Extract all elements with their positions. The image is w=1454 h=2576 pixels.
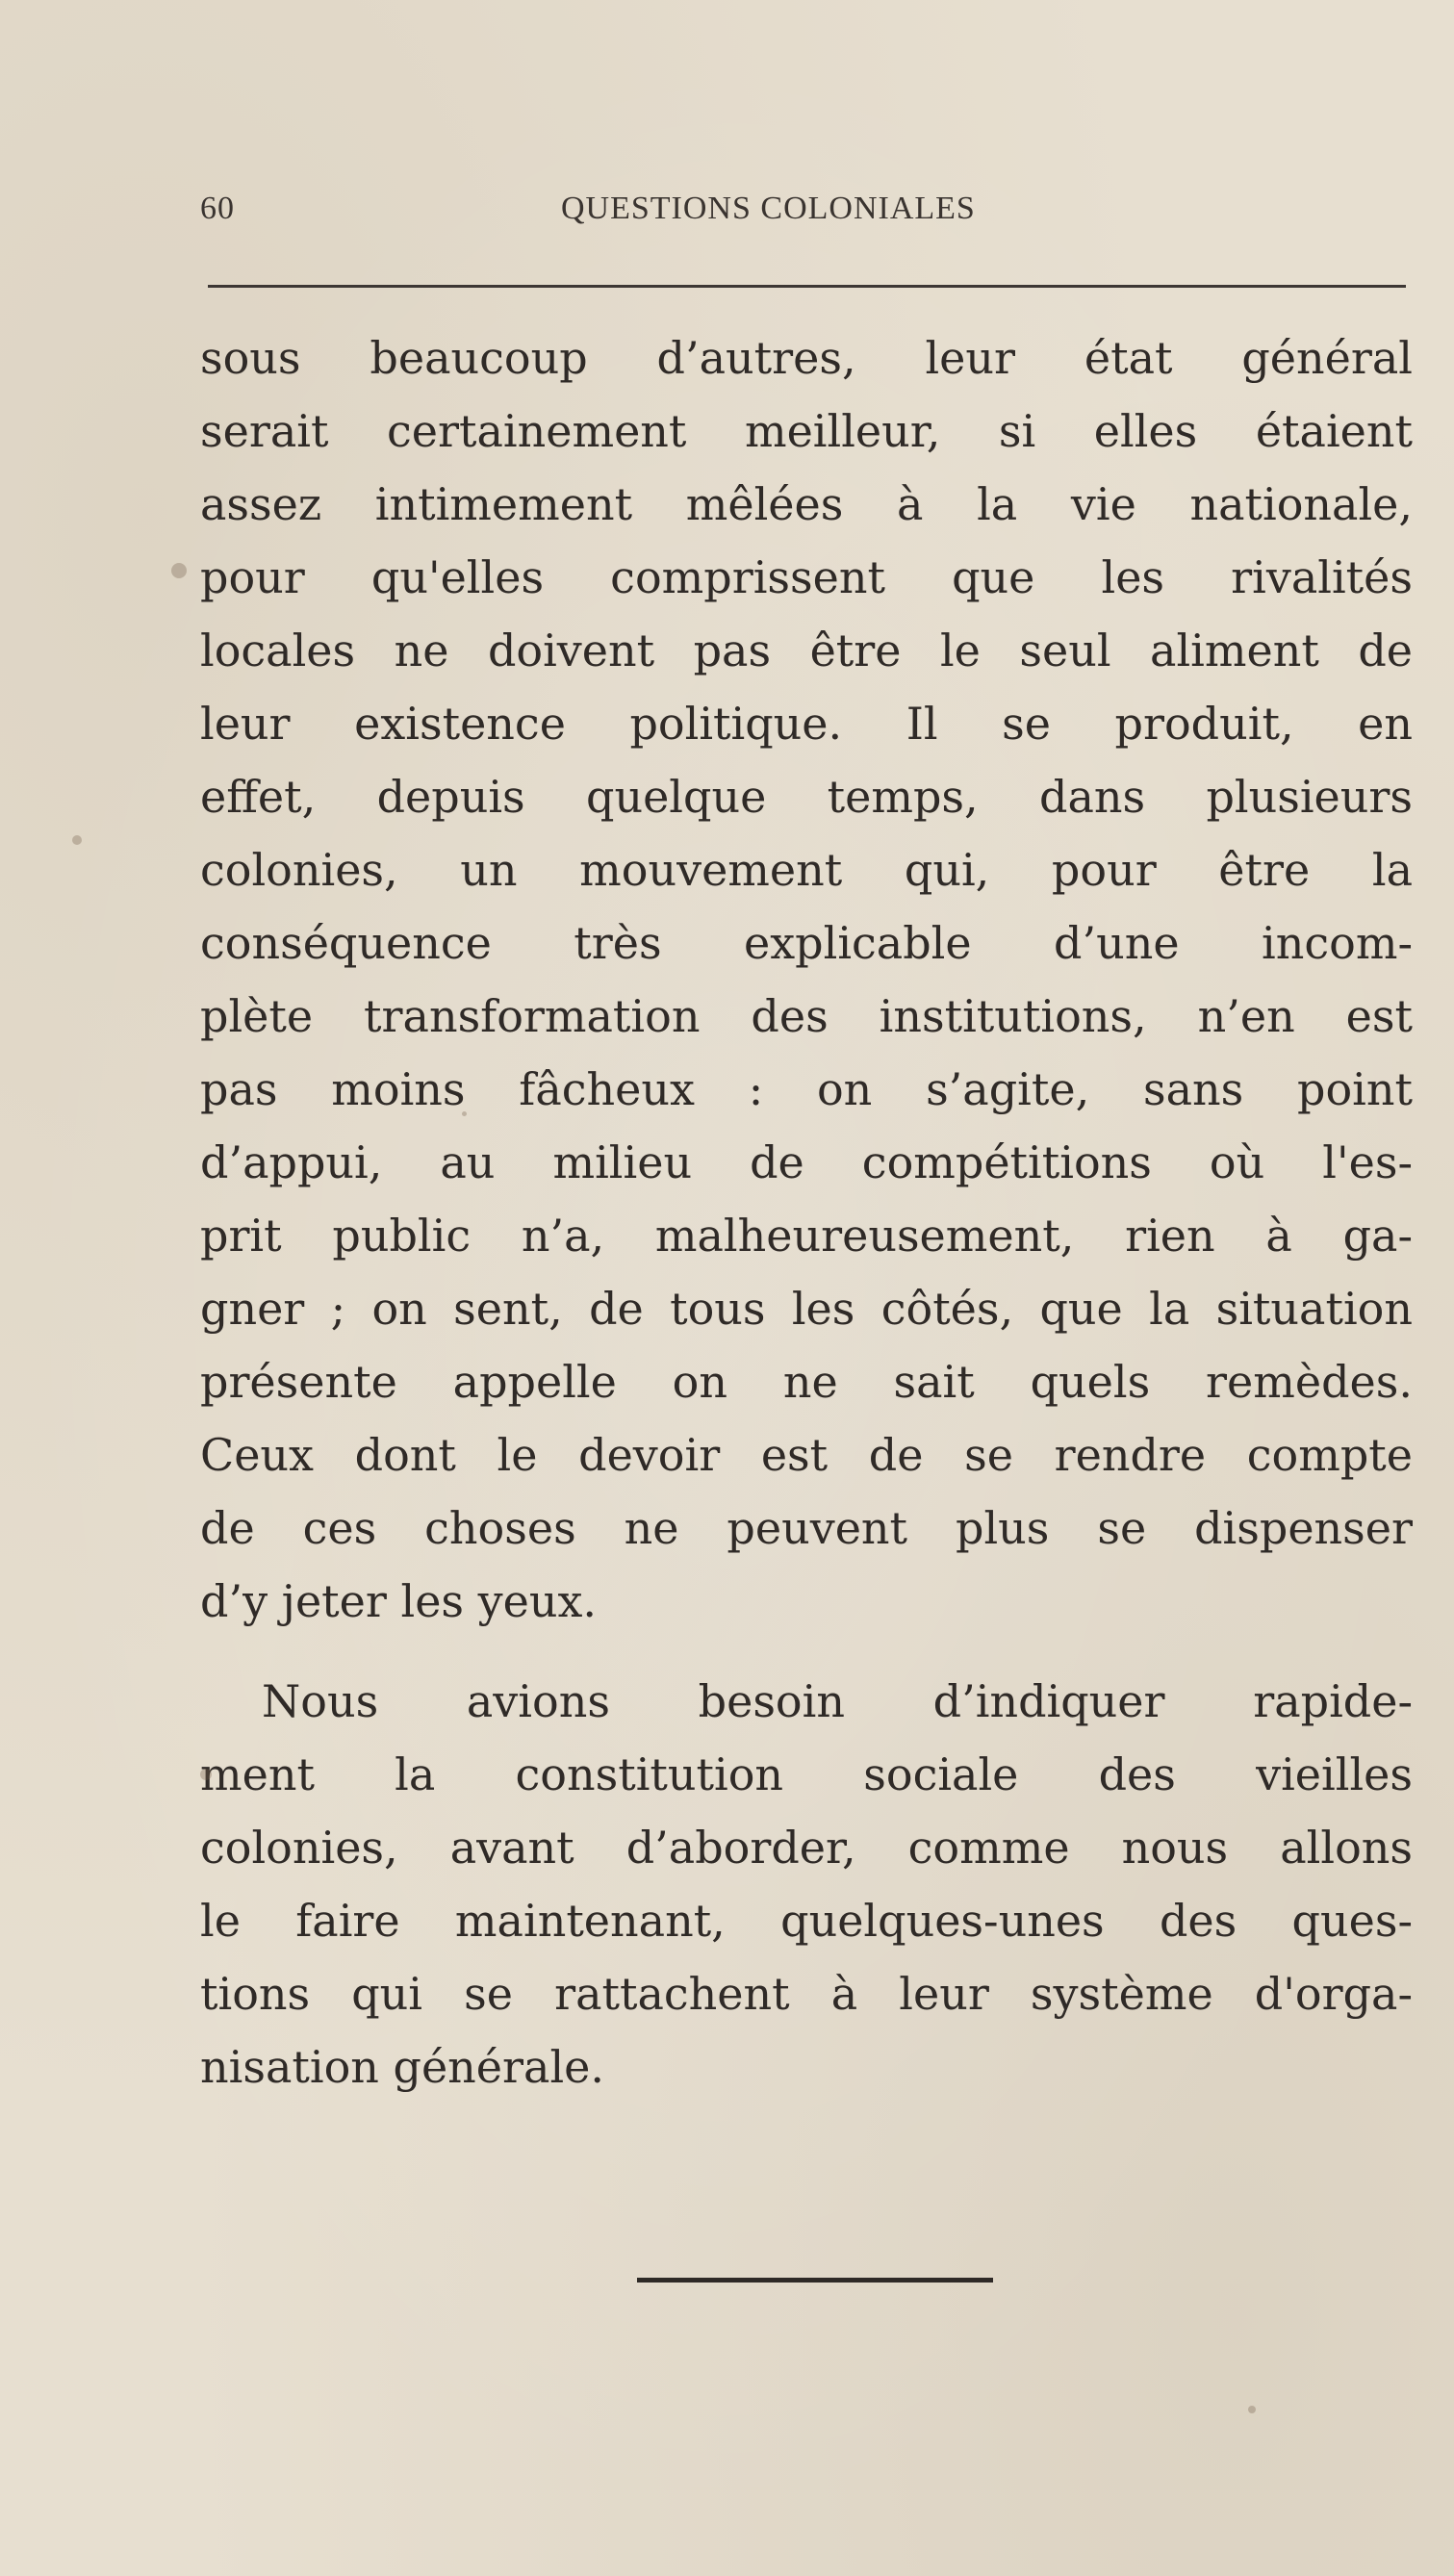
- text-line: gner ; on sent, de tous les côtés, que la situation: [200, 1283, 1413, 1335]
- text-line: effet, depuis quelque temps, dans plusieurs: [200, 771, 1413, 823]
- running-title: QUESTIONS COLONIALES: [561, 191, 976, 226]
- foxing-spot: [462, 1111, 467, 1116]
- paragraph-gap: [200, 1638, 1413, 1665]
- text-line: serait certainement meilleur, si elles étaient: [200, 405, 1413, 457]
- foxing-spot: [72, 835, 82, 845]
- foxing-spot: [1248, 2406, 1256, 2413]
- page-number: 60: [200, 191, 235, 226]
- foxing-spot: [171, 563, 187, 578]
- running-head: [200, 191, 1403, 248]
- text-line: tions qui se rattachent à leur système d'orga-: [200, 1968, 1413, 2020]
- paragraph-2: [200, 1665, 1413, 2104]
- text-line: locales ne doivent pas être le seul aliment de: [200, 625, 1413, 676]
- text-line: pour qu'elles comprissent que les rivalités: [200, 551, 1413, 603]
- text-line: nisation générale.: [200, 2041, 604, 2093]
- text-line: plète transformation des institutions, n’en est: [200, 990, 1413, 1042]
- text-line: de ces choses ne peuvent plus se dispenser: [200, 1502, 1413, 1554]
- text-line: d’y jeter les yeux.: [200, 1575, 598, 1627]
- foxing-spot: [200, 1769, 212, 1780]
- text-line: leur existence politique. Il se produit, en: [200, 698, 1413, 750]
- text-line: Nous avions besoin d’indiquer rapide-: [262, 1675, 1413, 1727]
- body-text: [200, 321, 1413, 2104]
- text-line: d’appui, au milieu de compétitions où l'es-: [200, 1136, 1413, 1188]
- text-line: ment la constitution sociale des vieilles: [200, 1748, 1413, 1800]
- text-line: colonies, avant d’aborder, comme nous allons: [200, 1822, 1413, 1874]
- text-line: colonies, un mouvement qui, pour être la: [200, 844, 1413, 896]
- text-line: le faire maintenant, quelques-unes des ques-: [200, 1895, 1413, 1947]
- text-line: conséquence très explicable d’une incom-: [200, 917, 1413, 969]
- text-line: sous beaucoup d’autres, leur état général: [200, 332, 1413, 384]
- text-line: pas moins fâcheux : on s’agite, sans point: [200, 1063, 1413, 1115]
- text-line: prit public n’a, malheureusement, rien à ga-: [200, 1210, 1413, 1262]
- text-line: Ceux dont le devoir est de se rendre compte: [200, 1429, 1413, 1481]
- header-rule: [208, 285, 1406, 288]
- text-line: présente appelle on ne sait quels remèdes.: [200, 1356, 1413, 1408]
- paragraph-1: [200, 321, 1413, 1638]
- end-rule: [637, 2278, 993, 2283]
- text-line: assez intimement mêlées à la vie nationale,: [200, 478, 1413, 530]
